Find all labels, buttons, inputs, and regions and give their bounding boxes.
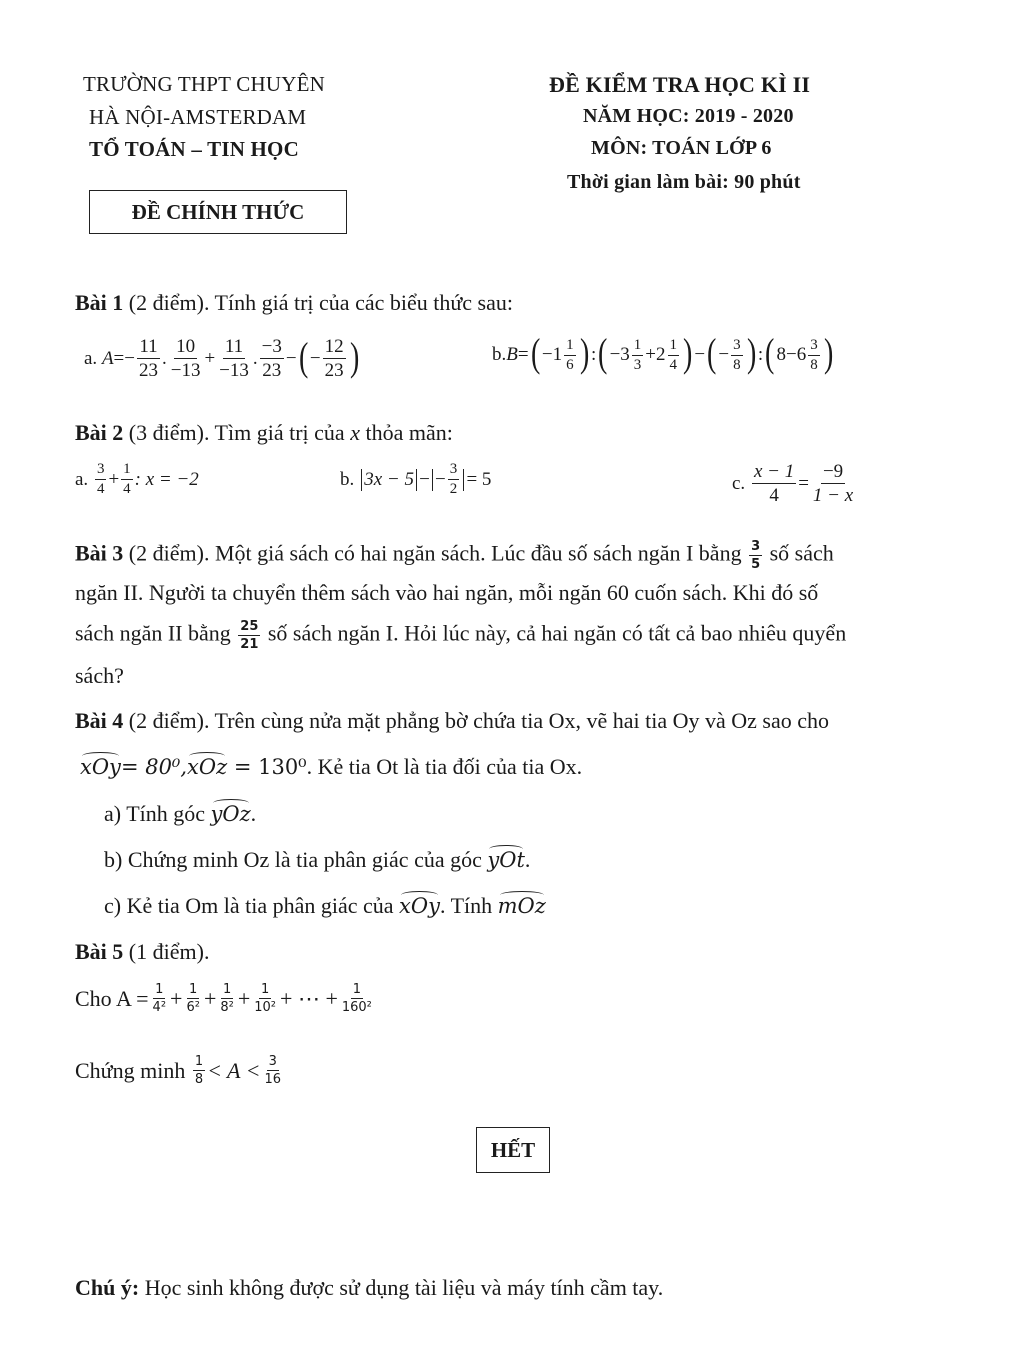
bai2-b-expression: b. 3x − 5 − − $\frac{3}{2}$ = 5 (340, 461, 492, 497)
bai1-points: (2 điểm) (128, 290, 204, 315)
bai1-a-var: A (101, 347, 114, 369)
note-label: Chú ý: (75, 1275, 140, 1300)
end-label: HẾT (490, 1137, 536, 1162)
bai4-part-b: b) Chứng minh Oz là tia phân giác của góc yOt. (104, 847, 531, 872)
bai4-title: Bài 4 (75, 708, 124, 733)
bai2-a-expression: a. $\frac{3}{4}$ + $\frac{1}{4}$ : x = −2 (75, 461, 199, 497)
bai3-line1: Bài 3 (2 điểm). Một giá sách có hai ngăn sách. Lúc đầu số sách ngăn I bằng $\frac{3}{5}$ số sách (75, 539, 834, 572)
bai2-title: Bài 2 (75, 420, 124, 445)
bai5-title: Bài 5 (75, 939, 124, 964)
bai4-line2: xOy= 80⁰,xOz = 130⁰. Kẻ tia Ot là tia đối của tia Ox. (80, 754, 583, 779)
bai5-inequality: Chứng minh $\frac{1}{8}$ < A < $\frac{3}{16}$ (75, 1054, 281, 1087)
bai3-line3: sách ngăn II bằng $\frac{25}{21}$ số sách ngăn I. Hỏi lúc này, cả hai ngăn có tất cả bao nhiêu quyển (75, 619, 847, 652)
duration: Thời gian làm bài: 90 phút (567, 171, 801, 193)
bai4-part-a: a) Tính góc yOz. (104, 801, 257, 826)
footer-note (75, 1275, 663, 1301)
school-year: NĂM HỌC: 2019 - 2020 (583, 105, 794, 127)
exam-title: ĐỀ KIỂM TRA HỌC KÌ II (549, 72, 811, 97)
note-text: Học sinh không được sử dụng tài liệu và máy tính cầm tay. (139, 1275, 664, 1300)
school-name-line1: TRƯỜNG THPT CHUYÊN (83, 72, 325, 96)
bai1-title: Bài 1 (75, 290, 124, 315)
school-name-line2: HÀ NỘI-AMSTERDAM (89, 105, 307, 129)
bai5-heading: Bài 5 (1 điểm). (75, 939, 210, 964)
bai1-b-expression: b. B = ( − 1 $\frac{1}{6}$ ) : ( − 3 $\frac{1}{3}$ + 2 $\frac{1}{4}$ ) − ( − $\frac{3}{8}$ ) : ( 8 − 6 $\frac{3}{8}$ ) (492, 330, 834, 375)
bai1-prompt: . Tính giá trị của các biểu thức sau: (203, 290, 513, 315)
bai1-heading (75, 290, 513, 316)
fraction: $\frac{11}{-13}$ (219, 336, 249, 381)
official-label: ĐỀ CHÍNH THỨC (131, 199, 305, 224)
end-label-box (476, 1127, 550, 1173)
bai3-title: Bài 3 (75, 540, 124, 566)
official-label-box (89, 190, 347, 234)
fraction: $\frac{-3}{23}$ (261, 336, 282, 381)
bai4-part-c: c) Kẻ tia Om là tia phân giác của xOy. Tính mOz (104, 893, 546, 918)
bai5-sum: Cho A = $\frac{1}{\text{4²}}$ + $\frac{1}{\text{6²}}$ + $\frac{1}{\text{8²}}$ + $\frac{1}{\text{10²}}$ + ⋯ + $\frac{1}{\text{160²}}$ (75, 982, 372, 1015)
fraction: $\frac{10}{-13}$ (170, 336, 201, 381)
bai3-line2: ngăn II. Người ta chuyển thêm sách vào hai ngăn, mỗi ngăn 60 cuốn sách. Khi đó số (75, 580, 819, 605)
bai1-a-label: a. (84, 347, 98, 369)
bai3-line4: sách? (75, 663, 124, 688)
fraction: $\frac{11}{23}$ (138, 336, 158, 381)
bai2-heading: Bài 2 (3 điểm). Tìm giá trị của x thỏa mãn: (75, 420, 453, 445)
bai4-line1: Bài 4 (2 điểm). Trên cùng nửa mặt phẳng bờ chứa tia Ox, vẽ hai tia Oy và Oz sao cho (75, 708, 830, 733)
department: TỔ TOÁN – TIN HỌC (89, 137, 299, 161)
bai2-points: (3 điểm) (128, 420, 204, 445)
bai1-b-var: B (506, 344, 518, 365)
subject: MÔN: TOÁN LỚP 6 (591, 137, 772, 159)
fraction: $\frac{12}{23}$ (324, 336, 344, 381)
bai2-c-expression: c. $\frac{x - 1}{4}$ = $\frac{-9}{1 - x}$ (732, 461, 854, 506)
bai1-b-label: b. (492, 344, 507, 365)
bai1-a-expression: a. A =− $\frac{11}{23}$ . $\frac{10}{-13}$ + $\frac{11}{-13}$ . $\frac{-3}{23}$ − ( − $\frac{12}{23}$ ) (84, 333, 359, 381)
